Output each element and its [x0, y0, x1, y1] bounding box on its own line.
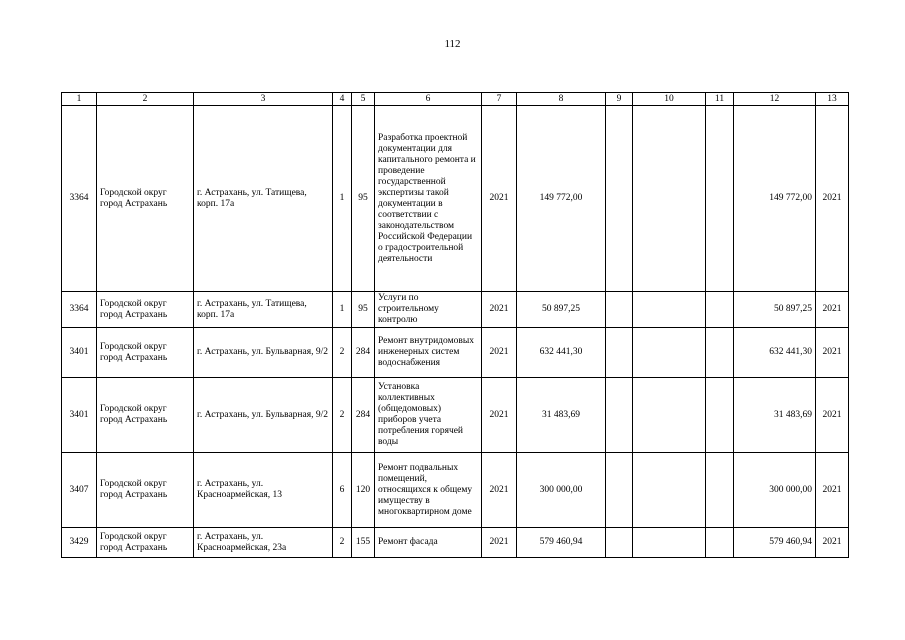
cell-col-7: 2021 — [482, 106, 517, 292]
cell-col-11 — [706, 106, 734, 292]
cell-col-1: 3407 — [62, 453, 97, 528]
cell-col-13: 2021 — [816, 528, 849, 558]
table-row — [62, 453, 849, 528]
column-number-cell: 2 — [97, 93, 194, 106]
cell-col-1: 3364 — [62, 106, 97, 292]
cell-col-8: 300 000,00 — [517, 453, 606, 528]
cell-col-11 — [706, 292, 734, 328]
cell-col-13: 2021 — [816, 328, 849, 378]
cell-col-12: 50 897,25 — [734, 292, 816, 328]
cell-col-8: 149 772,00 — [517, 106, 606, 292]
table-row — [62, 292, 849, 328]
cell-col-4: 1 — [333, 106, 352, 292]
cell-col-2: Городской округ город Астрахань — [97, 292, 194, 328]
cell-col-1: 3401 — [62, 328, 97, 378]
column-number-cell: 1 — [62, 93, 97, 106]
cell-col-13: 2021 — [816, 292, 849, 328]
cell-col-3: г. Астрахань, ул. Бульварная, 9/2 — [194, 328, 333, 378]
cell-col-9 — [606, 106, 633, 292]
cell-col-11 — [706, 453, 734, 528]
cell-col-7: 2021 — [482, 453, 517, 528]
cell-col-4: 1 — [333, 292, 352, 328]
cell-col-10 — [633, 292, 706, 328]
cell-col-10 — [633, 378, 706, 453]
cell-col-1: 3429 — [62, 528, 97, 558]
cell-col-1: 3401 — [62, 378, 97, 453]
cell-col-1: 3364 — [62, 292, 97, 328]
cell-col-9 — [606, 378, 633, 453]
header-row — [62, 93, 849, 106]
cell-col-7: 2021 — [482, 292, 517, 328]
cell-col-5: 120 — [352, 453, 375, 528]
column-number-cell: 7 — [482, 93, 517, 106]
cell-col-13: 2021 — [816, 378, 849, 453]
cell-col-12: 31 483,69 — [734, 378, 816, 453]
cell-col-7: 2021 — [482, 378, 517, 453]
cell-col-4: 2 — [333, 378, 352, 453]
cell-col-3: г. Астрахань, ул. Красноармейская, 23а — [194, 528, 333, 558]
column-number-cell: 3 — [194, 93, 333, 106]
cell-col-8: 632 441,30 — [517, 328, 606, 378]
cell-col-6: Ремонт подвальных помещений, относящихся к общему имуществу в многоквартирном доме — [375, 453, 482, 528]
table-row — [62, 106, 849, 292]
cell-col-12: 632 441,30 — [734, 328, 816, 378]
cell-col-9 — [606, 328, 633, 378]
column-number-cell: 6 — [375, 93, 482, 106]
cell-col-5: 284 — [352, 378, 375, 453]
cell-col-12: 579 460,94 — [734, 528, 816, 558]
cell-col-10 — [633, 106, 706, 292]
cell-col-7: 2021 — [482, 528, 517, 558]
cell-col-6: Ремонт фасада — [375, 528, 482, 558]
cell-col-9 — [606, 453, 633, 528]
cell-col-10 — [633, 528, 706, 558]
cell-col-3: г. Астрахань, ул. Красноармейская, 13 — [194, 453, 333, 528]
cell-col-13: 2021 — [816, 106, 849, 292]
cell-col-2: Городской округ город Астрахань — [97, 328, 194, 378]
cell-col-13: 2021 — [816, 453, 849, 528]
cell-col-8: 31 483,69 — [517, 378, 606, 453]
table-row — [62, 528, 849, 558]
cell-col-8: 50 897,25 — [517, 292, 606, 328]
cell-col-3: г. Астрахань, ул. Бульварная, 9/2 — [194, 378, 333, 453]
cell-col-3: г. Астрахань, ул. Татищева, корп. 17а — [194, 292, 333, 328]
column-number-cell: 4 — [333, 93, 352, 106]
cell-col-6: Установка коллективных (общедомовых) приборов учета потребления горячей воды — [375, 378, 482, 453]
cell-col-6: Разработка проектной документации для капитального ремонта и проведение государственной экспертизы такой документации в соответствии с законодательством Российской Федерации о градостроительной деятельности — [375, 106, 482, 292]
column-number-cell: 9 — [606, 93, 633, 106]
column-number-cell: 13 — [816, 93, 849, 106]
cell-col-4: 6 — [333, 453, 352, 528]
column-number-cell: 5 — [352, 93, 375, 106]
column-number-cell: 12 — [734, 93, 816, 106]
cell-col-4: 2 — [333, 528, 352, 558]
capital-repair-table — [61, 92, 849, 558]
cell-col-12: 300 000,00 — [734, 453, 816, 528]
cell-col-7: 2021 — [482, 328, 517, 378]
cell-col-11 — [706, 328, 734, 378]
column-number-cell: 8 — [517, 93, 606, 106]
cell-col-10 — [633, 328, 706, 378]
table-row — [62, 378, 849, 453]
cell-col-3: г. Астрахань, ул. Татищева, корп. 17а — [194, 106, 333, 292]
cell-col-11 — [706, 378, 734, 453]
cell-col-5: 95 — [352, 106, 375, 292]
cell-col-9 — [606, 292, 633, 328]
cell-col-5: 284 — [352, 328, 375, 378]
column-number-cell: 10 — [633, 93, 706, 106]
cell-col-2: Городской округ город Астрахань — [97, 453, 194, 528]
cell-col-10 — [633, 453, 706, 528]
cell-col-4: 2 — [333, 328, 352, 378]
cell-col-5: 155 — [352, 528, 375, 558]
cell-col-11 — [706, 528, 734, 558]
cell-col-2: Городской округ город Астрахань — [97, 378, 194, 453]
cell-col-9 — [606, 528, 633, 558]
cell-col-2: Городской округ город Астрахань — [97, 528, 194, 558]
table-row — [62, 328, 849, 378]
cell-col-6: Ремонт внутридомовых инженерных систем водоснабжения — [375, 328, 482, 378]
cell-col-8: 579 460,94 — [517, 528, 606, 558]
cell-col-6: Услуги по строительному контролю — [375, 292, 482, 328]
cell-col-5: 95 — [352, 292, 375, 328]
cell-col-2: Городской округ город Астрахань — [97, 106, 194, 292]
column-number-cell: 11 — [706, 93, 734, 106]
page-number: 112 — [444, 38, 461, 50]
cell-col-12: 149 772,00 — [734, 106, 816, 292]
